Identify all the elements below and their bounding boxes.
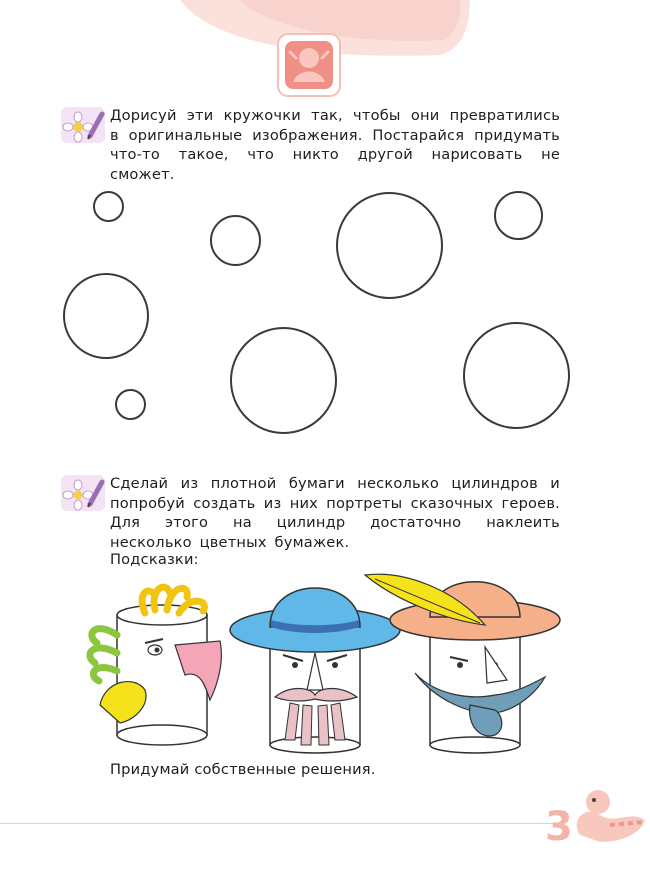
blue-hat-cylinder <box>230 588 400 753</box>
page-number: 3 <box>545 804 573 850</box>
drawing-circle-medium-2[interactable] <box>494 191 543 240</box>
drawing-circle-large-1[interactable] <box>336 192 443 299</box>
own-solutions-text: Придумай собственные решения. <box>110 761 376 778</box>
pencil-flower-icon <box>60 106 106 144</box>
pencil-flower-icon <box>60 474 106 512</box>
task2-instructions: Сделай из плотной бумаги несколько цилиндров и попробуй создать из них портреты сказочных героев. Для этого на цилиндр достаточно наклеить несколько цветных бумажек. <box>110 475 560 551</box>
hints-label: Подсказки: <box>110 551 199 568</box>
cylinder-characters-illustration <box>75 565 575 755</box>
drawing-circle-small-2[interactable] <box>115 389 146 420</box>
task1-instructions: Дорисуй эти кружочки так, чтобы они превратились в оригинальные изображения. Постарайся придумать что-то такое, что никто другой нарисовать не сможет. <box>110 107 560 183</box>
parrot-cylinder <box>90 587 221 745</box>
drawing-circle-small-1[interactable] <box>93 191 124 222</box>
drawing-circle-large-4[interactable] <box>463 322 570 429</box>
drawing-circle-large-3[interactable] <box>230 327 337 434</box>
peach-hat-cylinder <box>365 574 560 753</box>
footer-divider <box>0 823 560 824</box>
section-badge-icon <box>276 32 342 98</box>
chipmunk-mascot-icon <box>560 780 650 850</box>
drawing-circle-medium-1[interactable] <box>210 215 261 266</box>
drawing-circle-large-2[interactable] <box>63 273 149 359</box>
